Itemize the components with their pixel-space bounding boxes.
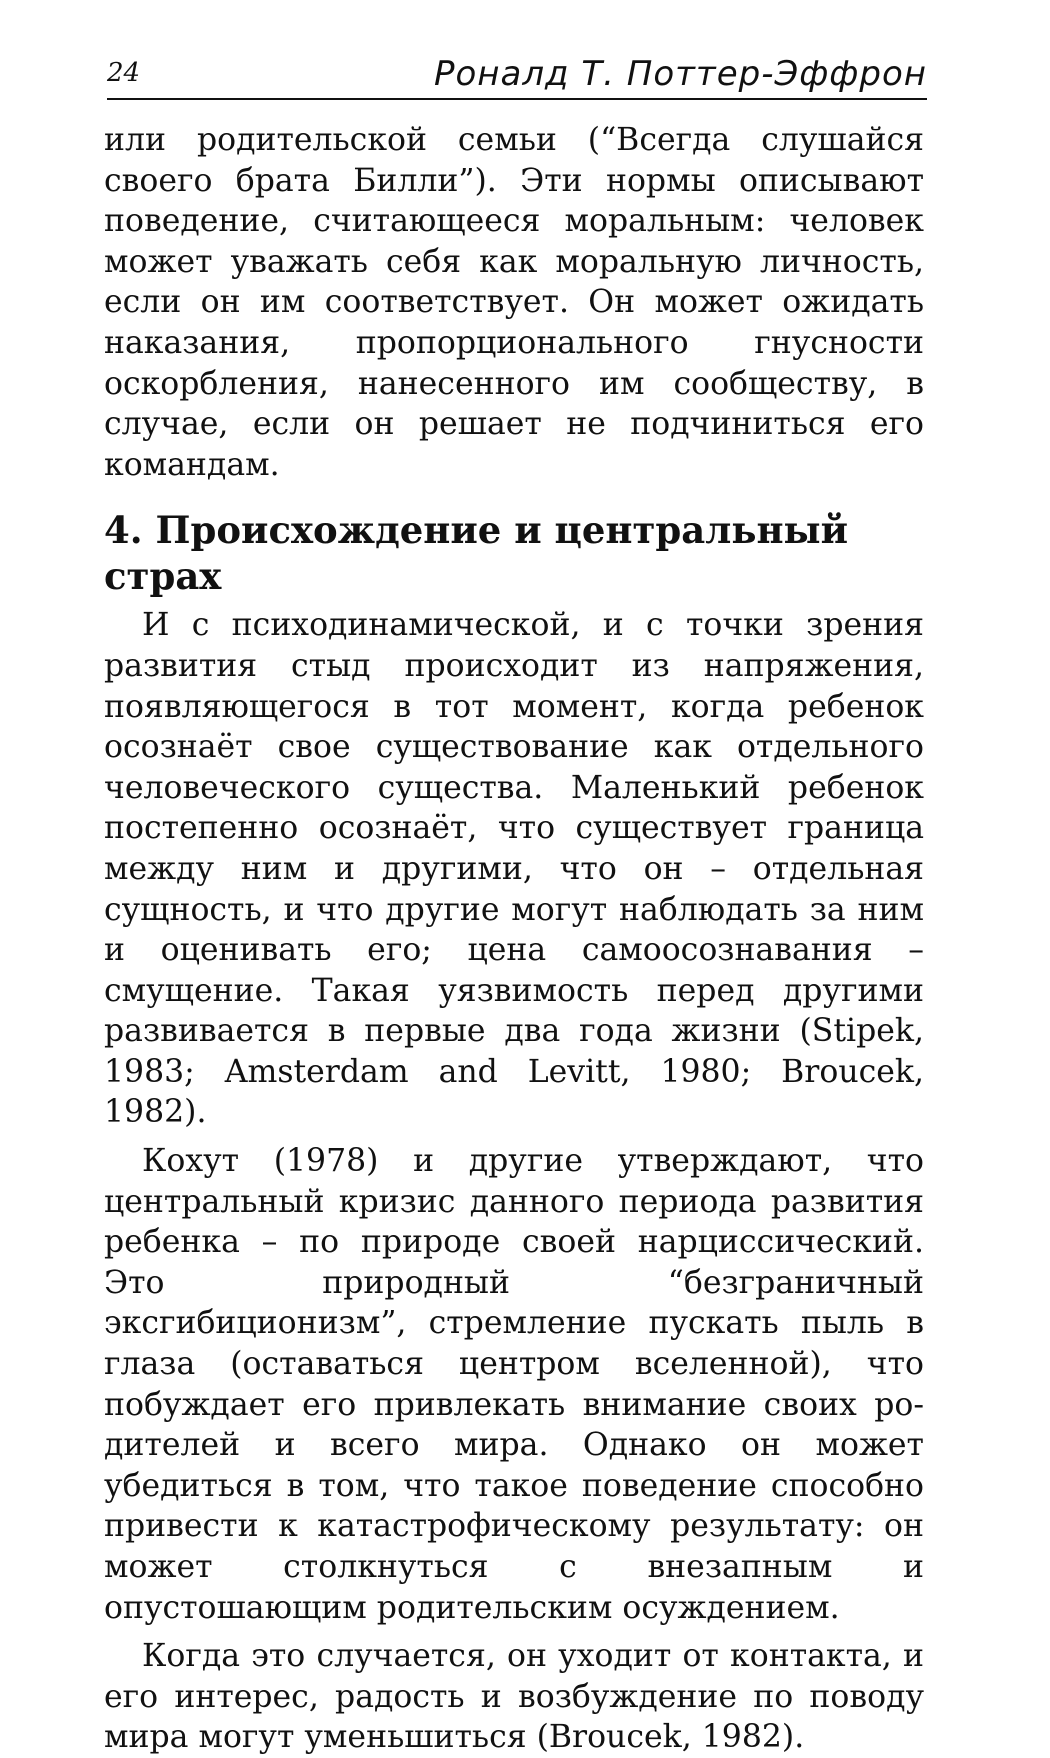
running-head: Роналд Т. Поттер-Эффрон (433, 54, 927, 94)
section-heading: 4. Происхождение и центральный страх (104, 508, 849, 599)
page-number: 24 (107, 58, 141, 88)
page-header (107, 52, 927, 100)
body-text (104, 120, 924, 1758)
paragraph: Когда это случается, он уходит от контакта, и его интерес, радость и возбуждение по поводу мира могут уменьшиться (Broucek, 1982). (104, 1638, 924, 1756)
paragraph: И с психодинамической, и с точки зрения развития стыд происходит из напряжения, появляющегося в тот момент, когда ребенок осознаёт свое существование как отдельного человеческого существа. Маленький ребенок постепенно осознаёт, что существует граница между ним и другими, что он – отдельная сущность, и что другие могут наблюдать за ним и оценивать его; цена самоосознавания – смущение. Такая уязвимость перед другими развивается в первые два года жизни (Stipek, 1983; Amsterdam and Levitt, 1980; Broucek, 1982). (104, 607, 924, 1131)
paragraph: Кохут (1978) и другие утверждают, что центральный кризис данного периода развития ребенка – по природе своей нарциссический. Это природный “безграничный эксгибиционизм”, стремление пускать пыль в глаза (оставаться центром вселенной), что побуждает его привлекать внимание своих родителей и всего мира. Однако он может убедиться в том, что такое поведение способно привести к катастрофическому результату: он может столкнуться с внезапным и опустошающим родительским осуждением. (104, 1143, 924, 1626)
paragraph: или родительской семьи (“Всегда слушайся своего брата Билли”). Эти нормы описывают поведение, считающееся моральным: человек может уважать себя как моральную личность, если он им соответствует. Он может ожидать наказания, пропорционального гнусности оскорбления, нанесенного им сообществу, в случае, если он решает не подчиниться его командам. (104, 122, 924, 483)
